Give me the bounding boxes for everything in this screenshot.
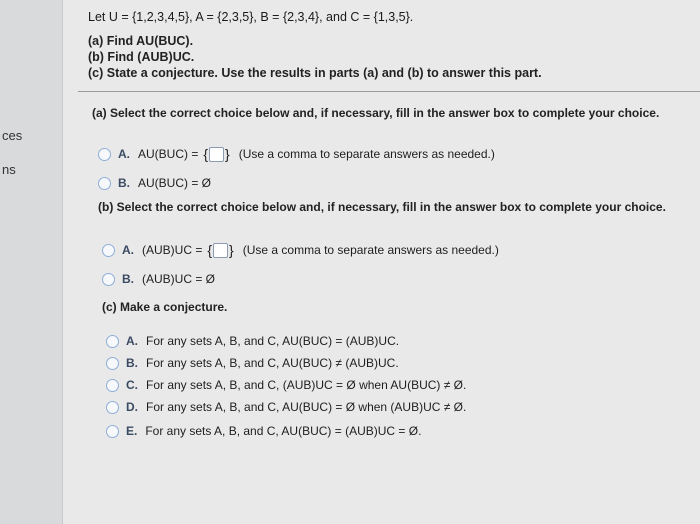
- radio-button[interactable]: [106, 425, 119, 438]
- part-c-prompt: (c) Make a conjecture.: [102, 300, 228, 314]
- option-letter: D.: [126, 400, 138, 414]
- option-letter: A.: [126, 334, 138, 348]
- part-c-option-e[interactable]: [106, 424, 421, 438]
- problem-part-a: (a) Find AU(BUC).: [88, 34, 194, 48]
- answer-box[interactable]: [209, 147, 224, 162]
- option-letter: B.: [118, 176, 130, 190]
- problem-part-b: (b) Find (AUB)UC.: [88, 50, 195, 64]
- option-text: For any sets A, B, and C, AU(BUC) = (AUB)UC = Ø.: [145, 424, 422, 438]
- problem-statement: Let U = {1,2,3,4,5}, A = {2,3,5}, B = {2,3,4}, and C = {1,3,5}.: [88, 10, 414, 24]
- option-text: For any sets A, B, and C, AU(BUC) ≠ (AUB)UC.: [146, 356, 399, 370]
- part-c-option-c[interactable]: [106, 378, 466, 392]
- option-letter: B.: [122, 272, 134, 286]
- left-brace-icon: {: [203, 146, 209, 162]
- radio-button[interactable]: [106, 357, 119, 370]
- part-c-option-b[interactable]: [106, 356, 399, 370]
- part-a-prompt: (a) Select the correct choice below and, if necessary, fill in the answer box to complete your choice.: [92, 106, 660, 120]
- right-brace-icon: }: [229, 242, 234, 258]
- option-hint: (Use a comma to separate answers as needed.): [238, 147, 495, 161]
- option-letter: E.: [126, 424, 138, 438]
- problem-statement-block: [88, 9, 542, 80]
- radio-button[interactable]: [98, 148, 111, 161]
- option-letter: A.: [118, 147, 130, 161]
- option-letter: A.: [122, 243, 134, 257]
- question-panel: [62, 0, 700, 524]
- radio-button[interactable]: [98, 177, 111, 190]
- sidebar-fragment-1[interactable]: ces: [2, 128, 23, 143]
- part-b-prompt: (b) Select the correct choice below and, if necessary, fill in the answer box to complete your choice.: [98, 200, 666, 214]
- option-text: AU(BUC) = Ø: [138, 176, 212, 190]
- radio-button[interactable]: [106, 401, 119, 414]
- option-expression: AU(BUC) =: [138, 147, 199, 161]
- section-divider: [78, 91, 700, 92]
- left-sidebar: [0, 0, 63, 524]
- option-expression: (AUB)UC =: [142, 243, 203, 257]
- option-letter: B.: [126, 356, 138, 370]
- part-a-option-a[interactable]: [98, 146, 495, 162]
- option-text: For any sets A, B, and C, AU(BUC) = Ø when (AUB)UC ≠ Ø.: [146, 400, 467, 414]
- problem-part-c: (c) State a conjecture. Use the results in parts (a) and (b) to answer this part.: [88, 66, 542, 80]
- answer-box[interactable]: [213, 243, 228, 258]
- part-b-option-b[interactable]: [102, 272, 215, 286]
- option-text: For any sets A, B, and C, (AUB)UC = Ø when AU(BUC) ≠ Ø.: [146, 378, 467, 392]
- option-text: For any sets A, B, and C, AU(BUC) = (AUB)UC.: [146, 334, 400, 348]
- option-text: (AUB)UC = Ø: [142, 272, 216, 286]
- radio-button[interactable]: [106, 335, 119, 348]
- radio-button[interactable]: [102, 244, 115, 257]
- part-a-option-b[interactable]: [98, 176, 211, 190]
- right-brace-icon: }: [225, 146, 230, 162]
- part-c-option-d[interactable]: [106, 400, 466, 414]
- radio-button[interactable]: [106, 379, 119, 392]
- left-brace-icon: {: [207, 242, 213, 258]
- problem-parts: [88, 33, 542, 80]
- option-hint: (Use a comma to separate answers as needed.): [242, 243, 499, 257]
- sidebar-fragment-2[interactable]: ns: [2, 162, 16, 177]
- option-letter: C.: [126, 378, 138, 392]
- part-b-option-a[interactable]: [102, 242, 499, 258]
- part-c-option-a[interactable]: [106, 334, 399, 348]
- radio-button[interactable]: [102, 273, 115, 286]
